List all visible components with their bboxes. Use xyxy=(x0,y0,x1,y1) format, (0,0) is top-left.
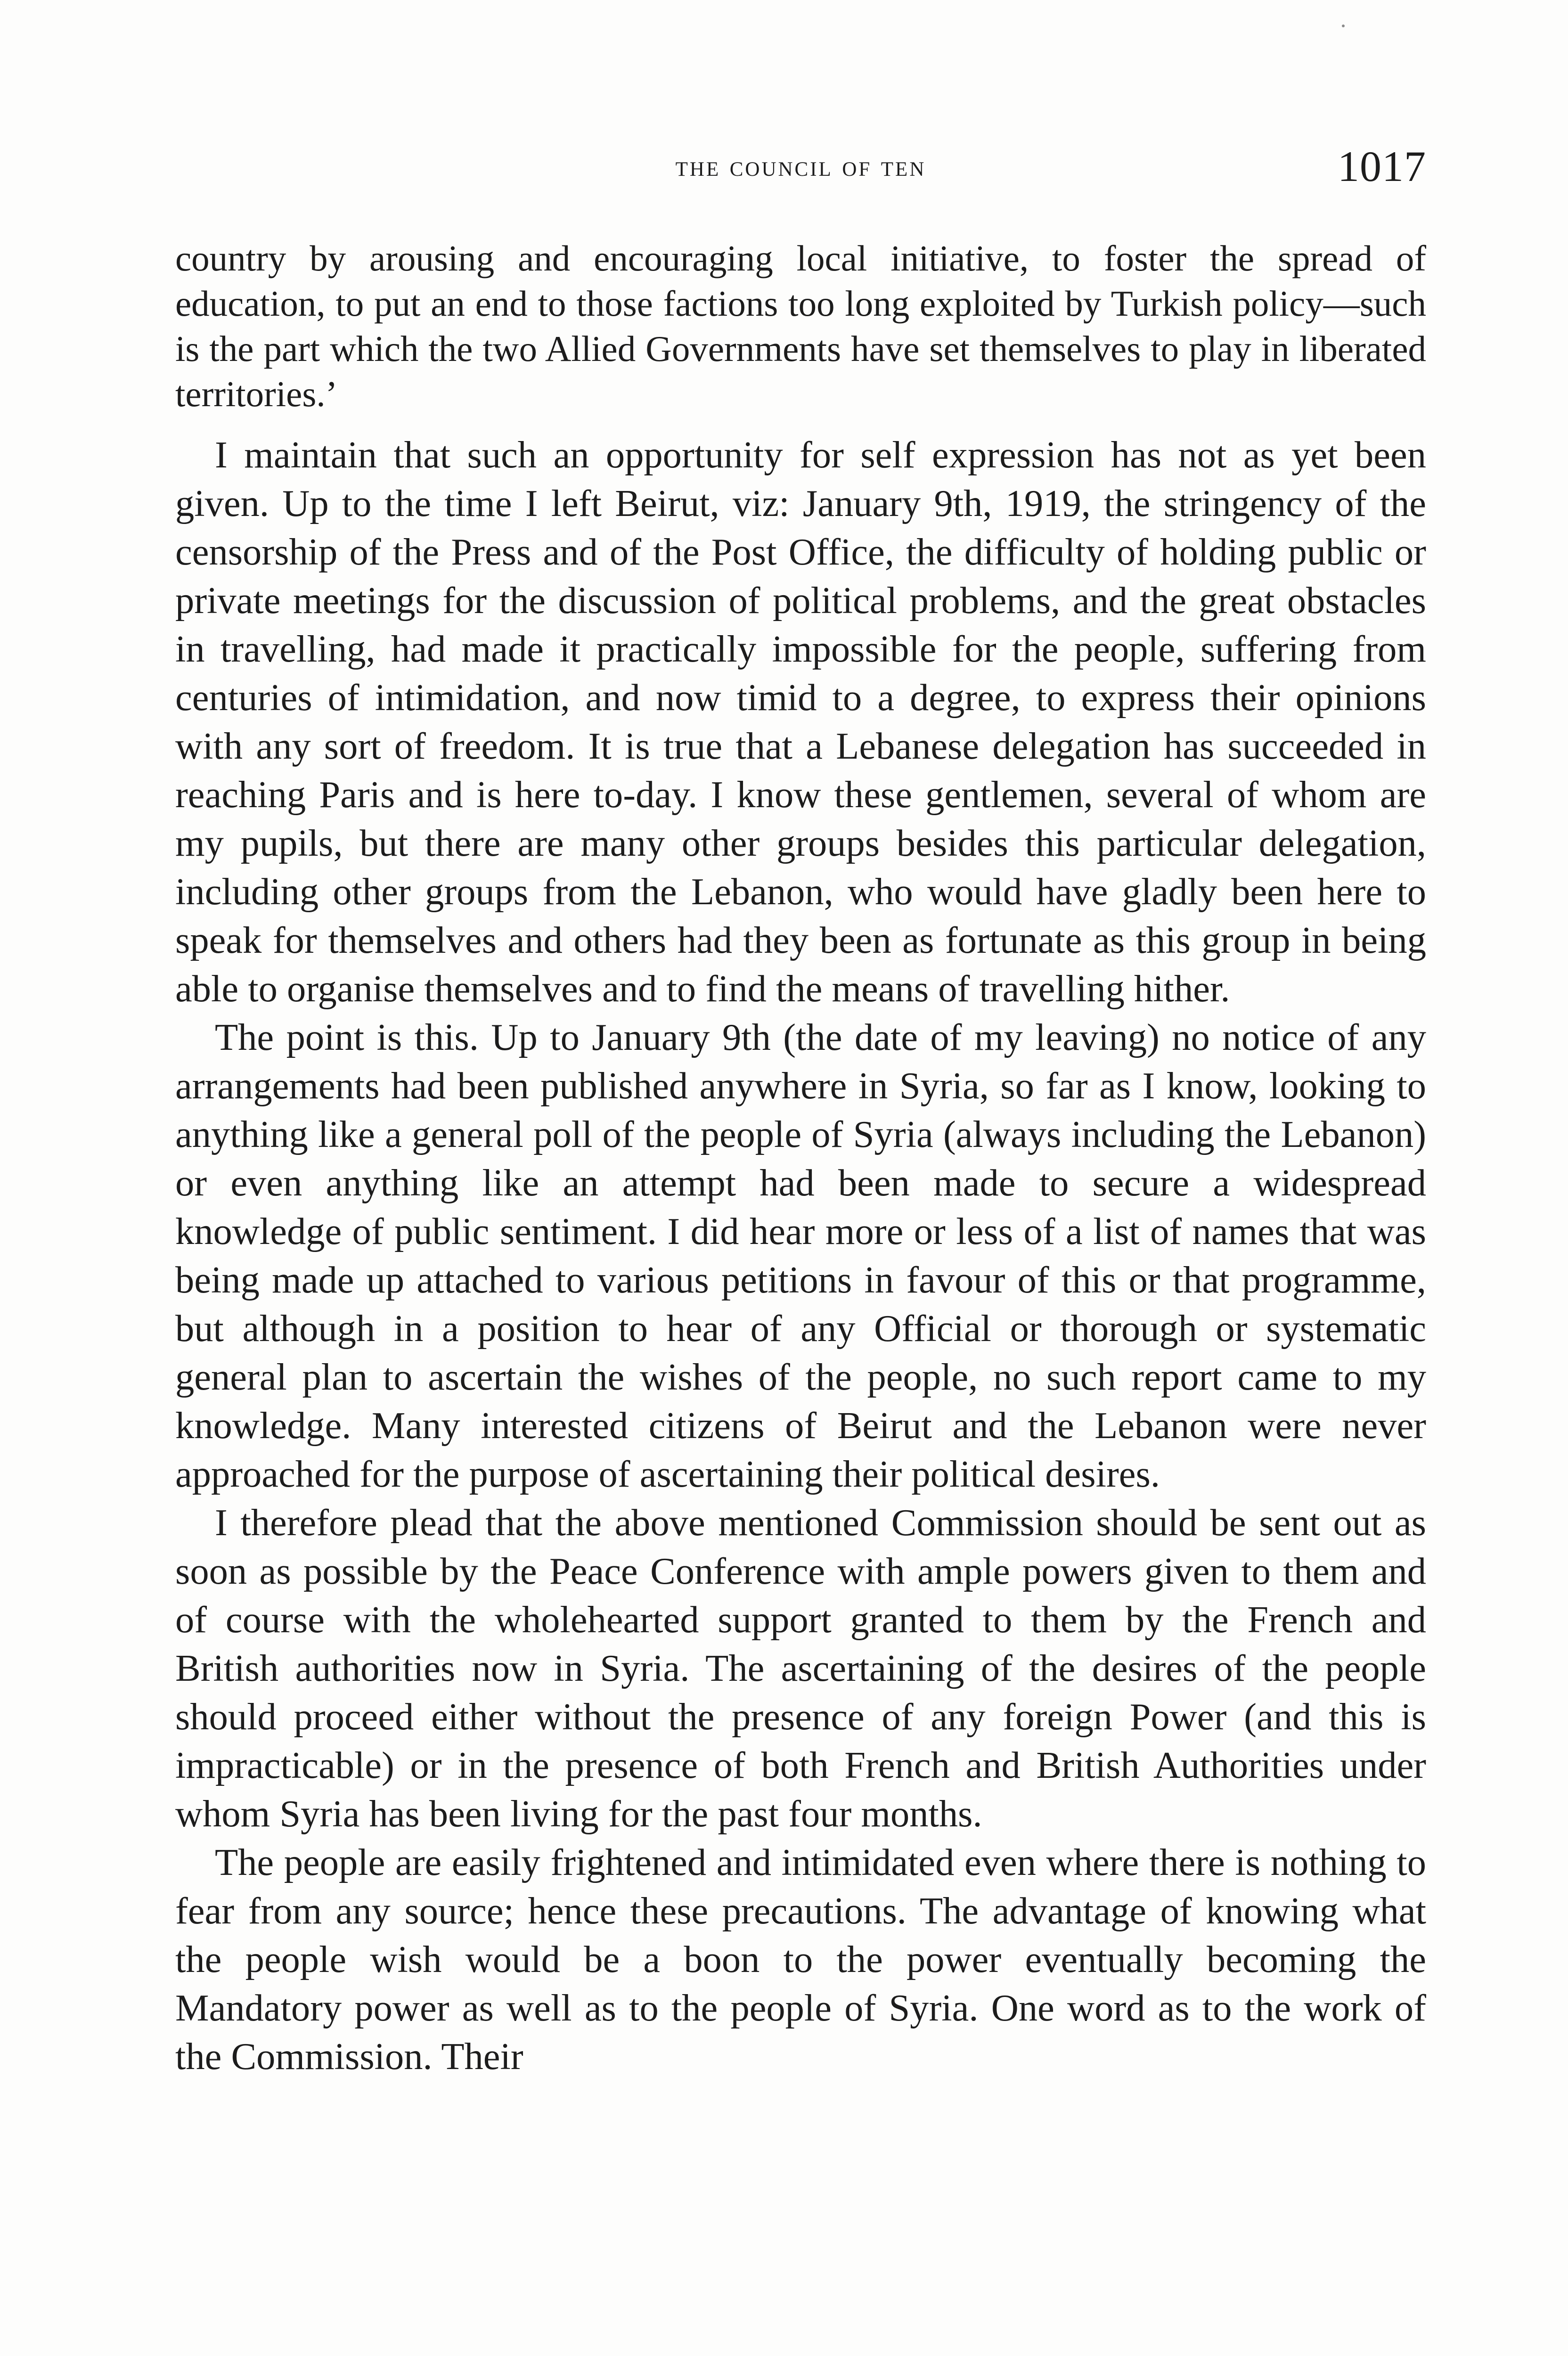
paragraph: I therefore plead that the above mentioned Commission should be sent out as soon as possible by the Peace Conference with ample powers given to them and of course with the wholehearted support granted to them by the French and British authorities now in Syria. The ascertaining of the desires of the people should proceed either without the presence of any foreign Power (and this is impracticable) or in the presence of both French and British Authorities under whom Syria has been living for the past four months. xyxy=(175,1502,1426,1835)
running-header xyxy=(175,141,1426,198)
paragraph: The people are easily frightened and intimidated even where there is nothing to fear from any source; hence these precautions. The advantage of knowing what the people wish would be a boon to the power eventually becoming the Mandatory power as well as to the people of Syria. One word as to the work of the Commission. Their xyxy=(175,1841,1426,2078)
running-title: the council of ten xyxy=(675,150,926,182)
body-text xyxy=(175,236,1426,2081)
paragraph-quote-continuation: country by arousing and encouraging local initiative, to foster the spread of education, to put an end to those factions too long exploited by Turkish policy—such is the part which the two Allied Governments have set themselves to play in liberated territories.’ xyxy=(175,238,1426,414)
paragraph: The point is this. Up to January 9th (the date of my leaving) no notice of any arrangements had been published anywhere in Syria, so far as I know, looking to anything like a general poll of the people of Syria (always including the Lebanon) or even anything like an attempt had been made to secure a widespread knowledge of public sentiment. I did hear more or less of a list of names that was being made up attached to various petitions in favour of this or that programme, but although in a position to hear of any Official or thorough or systematic general plan to ascertain the wishes of the people, no such report came to my knowledge. Many interested citizens of Beirut and the Lebanon were never approached for the purpose of ascertaining their political desires. xyxy=(175,1016,1426,1495)
page-number: 1017 xyxy=(1338,142,1426,190)
scan-speck xyxy=(1342,25,1345,27)
paragraph: I maintain that such an opportunity for self expression has not as yet been given. Up to the time I left Beirut, viz: January 9th, 1919, the stringency of the censorship of the Press and of the Post Office, the difficulty of holding public or private meetings for the discussion of political problems, and the great obstacles in travelling, had made it practically impossible for the people, suffering from centuries of intimidation, and now timid to a degree, to express their opinions with any sort of freedom. It is true that a Lebanese delegation has succeeded in reaching Paris and is here to-day. I know these gentlemen, several of whom are my pupils, but there are many other groups besides this particular delegation, including other groups from the Lebanon, who would have gladly been here to speak for themselves and others had they been as fortunate as this group in being able to organise themselves and to find the means of travelling hither. xyxy=(175,434,1426,1010)
